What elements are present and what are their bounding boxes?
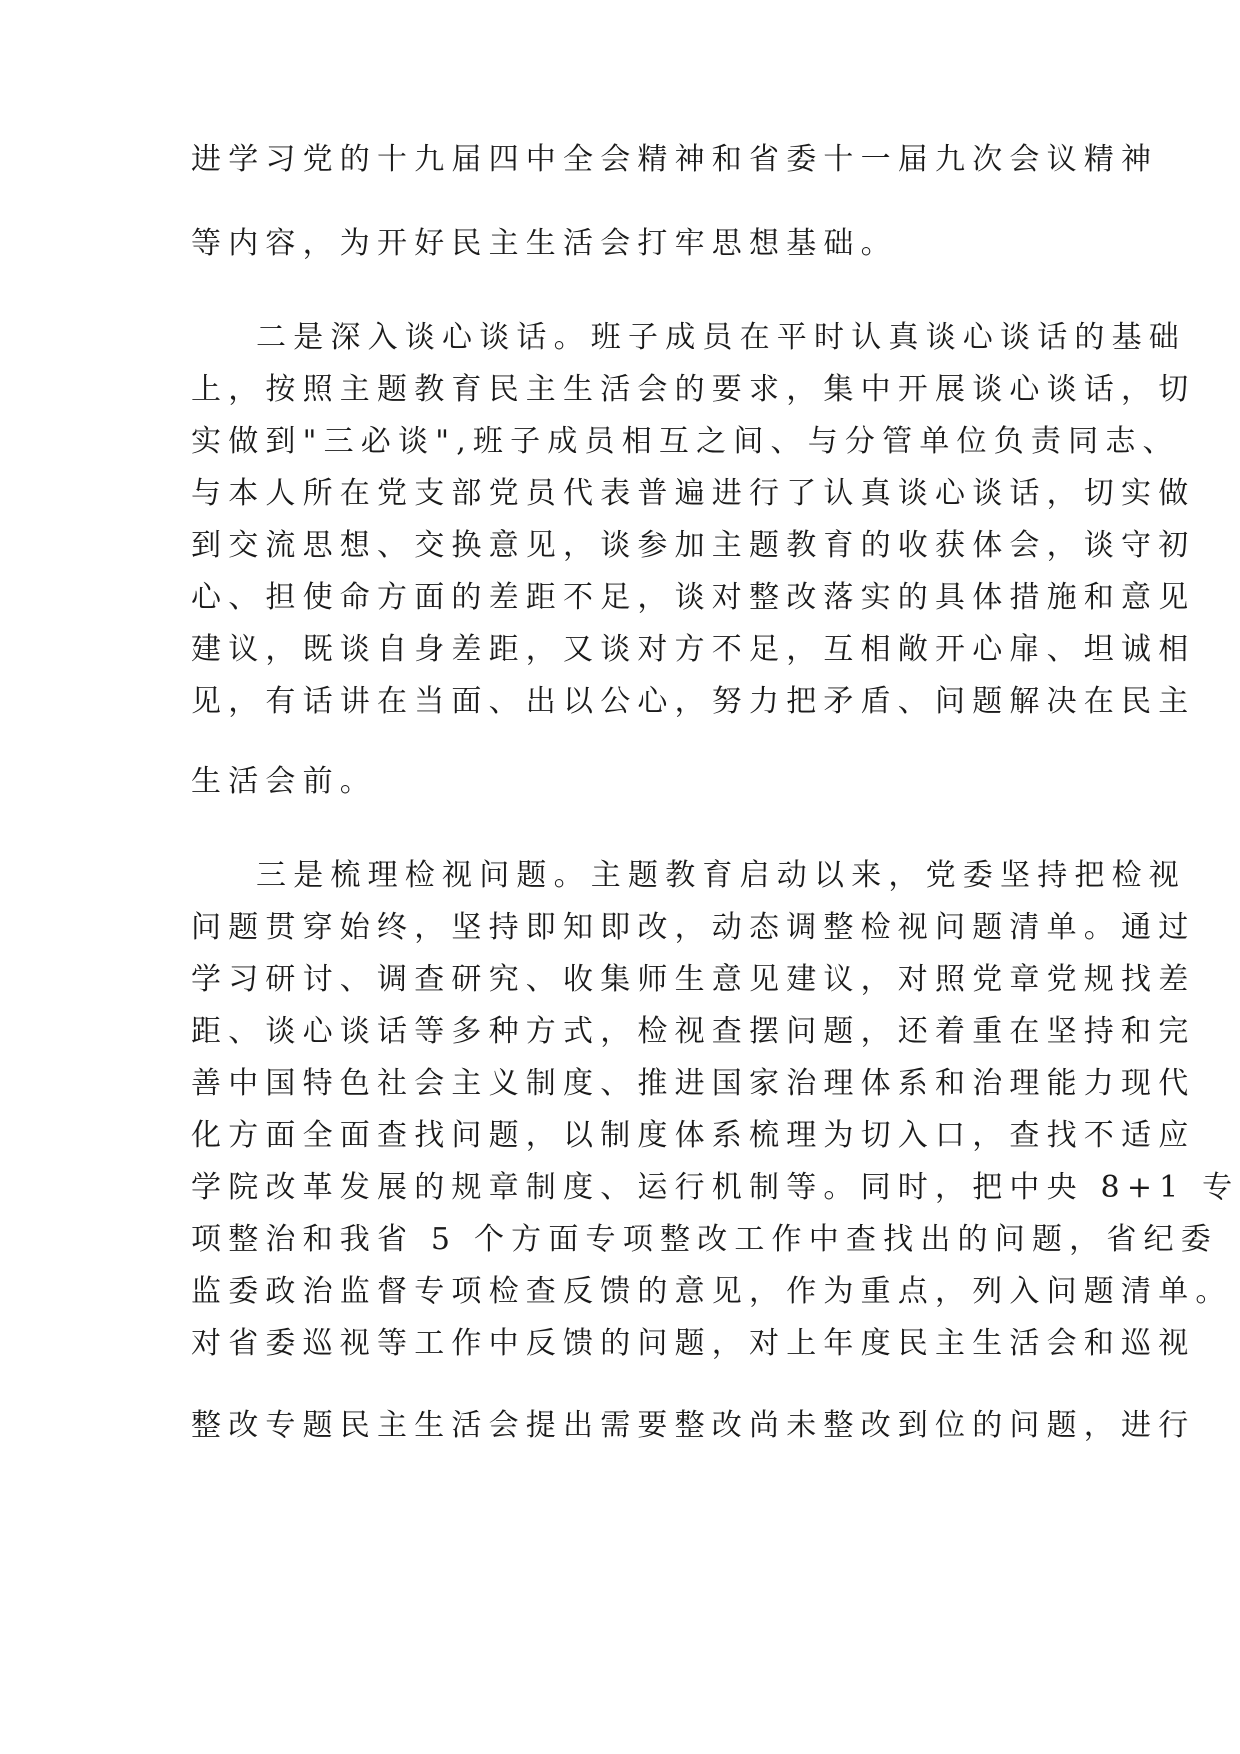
paragraph-3-line-4: 距、谈心谈话等多种方式，检视查摆问题，还着重在坚持和完	[191, 1014, 1196, 1049]
paragraph-2-line-7: 建议，既谈自身差距，又谈对方不足，互相敞开心扉、坦诚相	[191, 632, 1196, 667]
paragraph-1-line-2: 等内容，为开好民主生活会打牢思想基础。	[191, 226, 898, 261]
paragraph-3-line-1: 三是梳理检视问题。主题教育启动以来，党委坚持把检视	[256, 858, 1186, 893]
paragraph-1-line-1: 进学习党的十九届四中全会精神和省委十一届九次会议精神	[191, 142, 1159, 177]
paragraph-3-line-7: 学院改革发展的规章制度、运行机制等。同时，把中央 8+1 专	[191, 1170, 1240, 1205]
paragraph-3-line-3: 学习研讨、调查研究、收集师生意见建议，对照党章党规找差	[191, 962, 1196, 997]
paragraph-3-line-5: 善中国特色社会主义制度、推进国家治理体系和治理能力现代	[191, 1066, 1196, 1101]
paragraph-3-line-2: 问题贯穿始终，坚持即知即改，动态调整检视问题清单。通过	[191, 910, 1196, 945]
paragraph-2-line-5: 到交流思想、交换意见，谈参加主题教育的收获体会，谈守初	[191, 528, 1196, 563]
paragraph-3-line-8: 项整治和我省 5 个方面专项整改工作中查找出的问题，省纪委	[191, 1222, 1218, 1257]
paragraph-2-line-4: 与本人所在党支部党员代表普遍进行了认真谈心谈话，切实做	[191, 476, 1196, 511]
paragraph-3-line-10: 对省委巡视等工作中反馈的问题，对上年度民主生活会和巡视	[191, 1326, 1196, 1361]
paragraph-2-line-2: 上，按照主题教育民主生活会的要求，集中开展谈心谈话，切	[191, 372, 1196, 407]
paragraph-2-line-8: 见，有话讲在当面、出以公心，努力把矛盾、问题解决在民主	[191, 684, 1196, 719]
paragraph-3-line-9: 监委政治监督专项检查反馈的意见，作为重点，列入问题清单。	[191, 1274, 1233, 1309]
paragraph-3-line-11: 整改专题民主生活会提出需要整改尚未整改到位的问题，进行	[191, 1408, 1196, 1443]
paragraph-2-line-9: 生活会前。	[191, 764, 377, 799]
paragraph-3-line-6: 化方面全面查找问题，以制度体系梳理为切入口，查找不适应	[191, 1118, 1196, 1153]
paragraph-2-line-6: 心、担使命方面的差距不足，谈对整改落实的具体措施和意见	[191, 580, 1196, 615]
paragraph-2-line-1: 二是深入谈心谈话。班子成员在平时认真谈心谈话的基础	[256, 320, 1186, 355]
paragraph-2-line-3: 实做到"三必谈",班子成员相互之间、与分管单位负责同志、	[191, 424, 1180, 459]
